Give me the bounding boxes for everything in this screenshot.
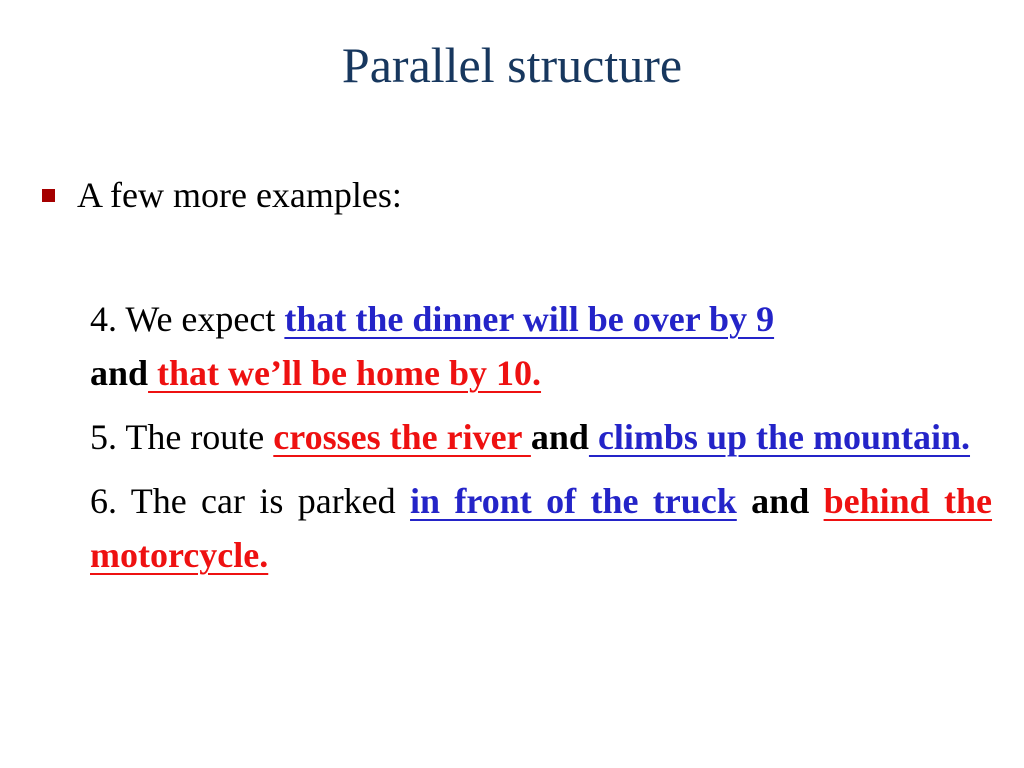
example-5: [90, 410, 992, 464]
example-4: [90, 292, 992, 400]
example-6: [90, 474, 992, 582]
example-4-joiner: and: [90, 353, 149, 393]
example-4-prefix: 4. We expect: [90, 299, 285, 339]
example-4-phrase-1: that the dinner will be over by 9: [284, 299, 775, 339]
example-5-joiner: and: [530, 417, 589, 457]
example-6-phrase-2: behind the motorcycle.: [90, 481, 993, 575]
example-6-joiner: and: [751, 481, 810, 521]
slide-title: Parallel structure: [341, 37, 683, 93]
square-bullet-icon: [42, 189, 55, 202]
bullet-text: A few more examples:: [77, 175, 402, 215]
example-5-phrase-1: crosses the river: [273, 417, 531, 457]
example-6-prefix: 6. The car is parked: [90, 481, 411, 521]
example-5-phrase-2: climbs up the mountain.: [588, 417, 971, 457]
example-5-prefix: 5. The route: [90, 417, 274, 457]
example-6-phrase-1: in front of the truck: [410, 481, 737, 521]
example-4-phrase-2: that we’ll be home by 10.: [148, 353, 542, 393]
examples-list: [90, 292, 992, 592]
bullet-item: [42, 170, 402, 220]
